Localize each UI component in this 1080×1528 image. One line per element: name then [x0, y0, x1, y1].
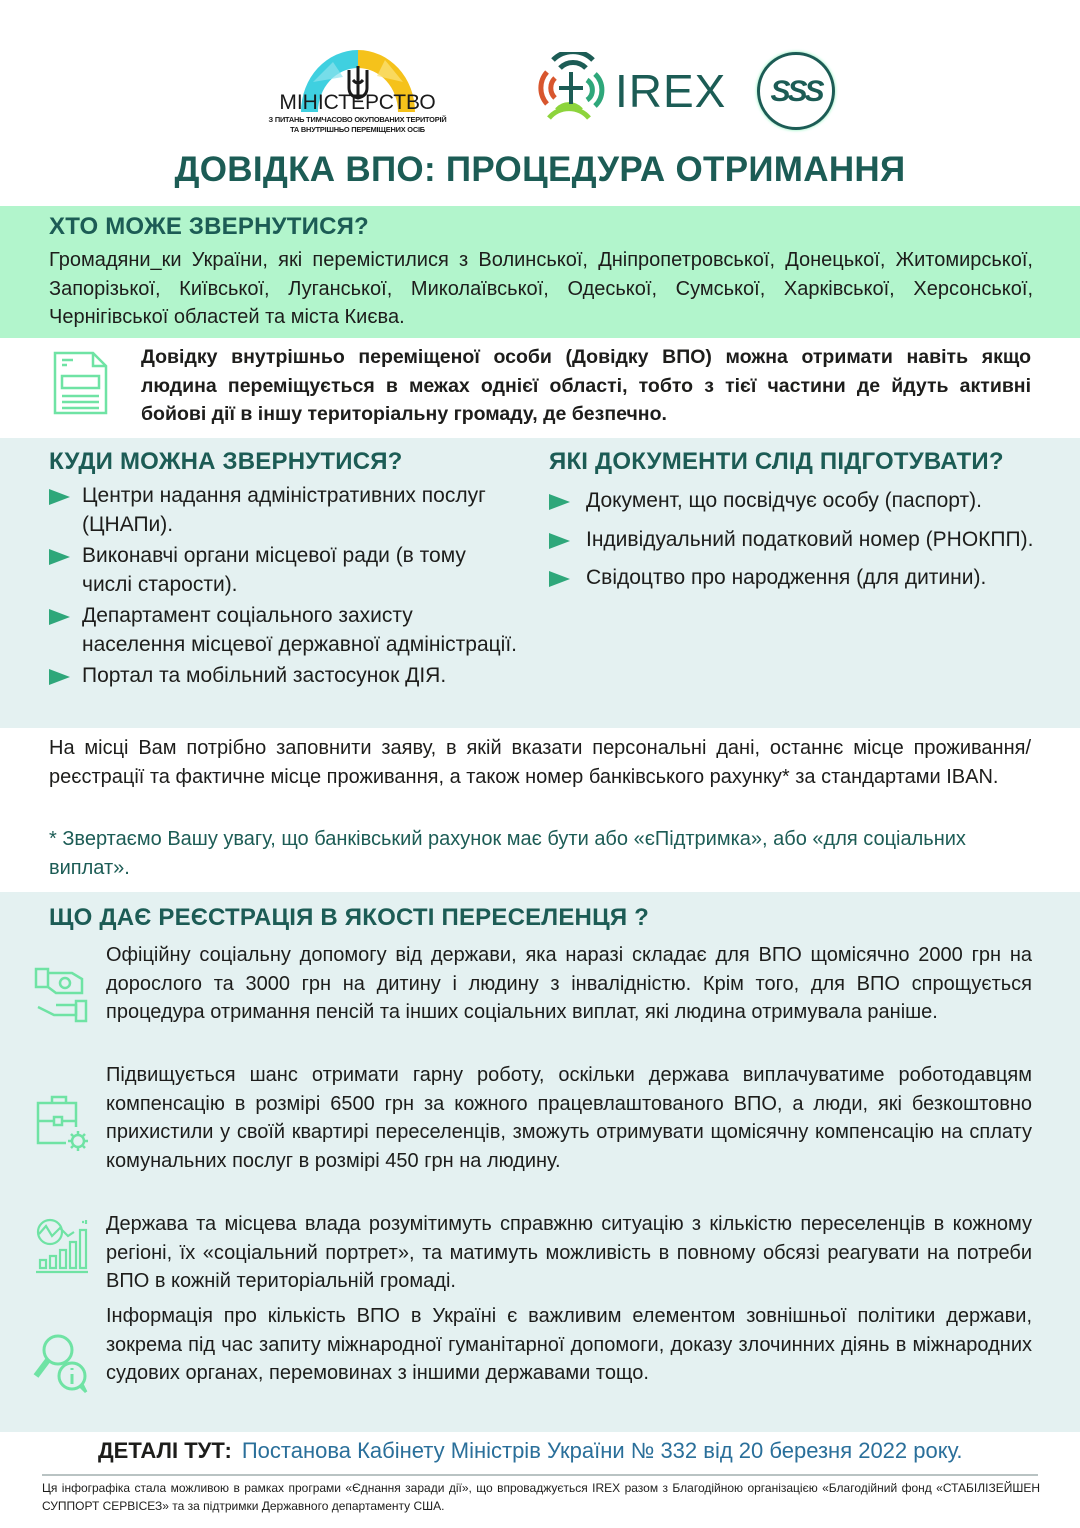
footer-credits: Ця інфографіка стала можливою в рамках програми «Єднання заради дії», що впроваджується IREX разом з Благодійною організацією «Благодійний фонд «СТАБІЛІЗЕЙШЕН СУППОРТ СЕРВІСЕЗ» та за підтримки Державного департаменту США. — [42, 1481, 1040, 1513]
list-item — [549, 487, 1049, 516]
bullet-arrow-icon — [49, 609, 70, 625]
sss-logo — [757, 52, 835, 130]
benefit-text: Інформація про кількість ВПО в Україні є важливим елементом зовнішньої політики держави, зокрема під час запиту міжнародної гуманітарної допомоги, доказу злочинних діянь в міжнародних судових органах, перемовинах з іншими державами тощо. — [106, 1305, 1032, 1384]
application-footnote: * Звертаємо Вашу увагу, що банківський рахунок має бути або «єПідтримка», або «для соціальних виплат». — [49, 828, 966, 879]
who-text: Громадяни_ки України, які перемістилися з Волинської, Дніпропетровської, Донецької, Житомирської, Запорізької, Київської, Луганської, Миколаївської, Одеської, Сумської, Харківської, Херсонської, Чернігівської областей та міста Києва. — [49, 249, 1033, 328]
money-hand-icon — [32, 965, 92, 1029]
bullet-arrow-icon — [49, 549, 70, 565]
list-item-text: Центри надання адміністративних послуг (ЦНАПи). — [82, 484, 486, 536]
list-item — [49, 662, 519, 691]
analytics-chart-icon — [32, 1216, 92, 1280]
benefit-text: Офіційну соціальну допомогу від держави, яка наразі складає для ВПО щомісячно 2000 грн на дорослого та 3000 грн на дитину і людину з інвалідністю. Крім того, для ВПО спрощується процедура отримання пенсій та інших соціальних виплат, які людина отримувала раніше. — [106, 944, 1032, 1023]
details-line — [98, 1438, 963, 1464]
documents-column — [549, 438, 1049, 603]
documents-heading: ЯКІ ДОКУМЕНТИ СЛІД ПІДГОТУВАТИ? — [549, 448, 1004, 475]
footer-section — [0, 1432, 1080, 1528]
search-info-icon — [32, 1330, 92, 1394]
list-item-text: Документ, що посвідчує особу (паспорт). — [586, 489, 982, 512]
ministry-logo — [245, 40, 470, 140]
list-item-text: Департамент соціального захисту населення місцевої державної адміністрації. — [82, 604, 518, 656]
note-text: Довідку внутрішньо переміщеної особи (Довідку ВПО) можна отримати навіть якщо людина переміщується в межах однієї області, тобто з тієї частини де йдуть активні бойові дії в іншу територіальну громаду, де безпечно. — [141, 346, 1031, 425]
where-column — [49, 438, 519, 694]
ministry-subtitle-line2: ТА ВНУТРІШНЬО ПЕРЕМІЩЕНИХ ОСІБ — [290, 125, 425, 134]
list-item-text: Індивідуальний податковий номер (РНОКПП). — [586, 527, 1034, 551]
list-item — [49, 542, 519, 599]
bullet-arrow-icon — [49, 489, 70, 505]
list-item-text: Виконавчі органи місцевої ради (в тому числі старости). — [82, 544, 466, 596]
document-icon — [53, 351, 108, 415]
irex-wordmark: IREX — [615, 65, 727, 117]
details-label: ДЕТАЛІ ТУТ: — [98, 1438, 232, 1463]
where-heading: КУДИ МОЖНА ЗВЕРНУТИСЯ? — [49, 448, 403, 475]
details-link[interactable]: Постанова Кабінету Міністрів України № 332 від 20 березня 2022 року. — [241, 1438, 963, 1463]
who-heading: ХТО МОЖЕ ЗВЕРНУТИСЯ? — [49, 213, 369, 240]
bullet-arrow-icon — [549, 533, 570, 549]
ministry-subtitle-line1: З ПИТАНЬ ТИМЧАСОВО ОКУПОВАНИХ ТЕРИТОРІЙ — [268, 115, 447, 124]
who-section — [0, 206, 1080, 338]
header-logos — [0, 0, 1080, 140]
list-item — [49, 482, 519, 539]
documents-list — [549, 487, 1049, 593]
list-item — [549, 564, 1049, 593]
where-documents-section — [0, 438, 1080, 728]
bullet-arrow-icon — [549, 571, 570, 587]
bullet-arrow-icon — [49, 669, 70, 685]
benefits-section — [0, 892, 1080, 1432]
list-item-text: Свідоцтво про народження (для дитини). — [586, 566, 987, 589]
page-title: ДОВІДКА ВПО: ПРОЦЕДУРА ОТРИМАННЯ — [174, 150, 906, 189]
benefit-text: Підвищується шанс отримати гарну роботу, оскільки держава виплачуватиме роботодавцям компенсацію в розмірі 6500 грн за кожного працевлаштованого ВПО, а люди, які безкоштовно прихистили у своїй квартирі переселенців, зможуть отримувати щомісячну компенсацію на сплату комунальних послуг в розмірі 450 грн на людину. — [106, 1064, 1032, 1172]
footer-divider — [42, 1474, 1038, 1476]
list-item — [49, 602, 519, 659]
sss-wordmark: SSS — [770, 75, 822, 108]
ministry-name: МІНІСТЕРСТВО — [279, 91, 436, 114]
application-text: На місці Вам потрібно заповнити заяву, в якій вказати персональні дані, останнє місце проживання/реєстрації та фактичне місце проживання, а також номер банківського рахунку* за стандартами IBAN. — [49, 737, 1031, 788]
irex-logo — [533, 50, 727, 130]
bullet-arrow-icon — [549, 494, 570, 510]
benefits-heading: ЩО ДАЄ РЕЄСТРАЦІЯ В ЯКОСТІ ПЕРЕСЕЛЕНЦЯ ? — [49, 904, 649, 931]
list-item-text: Портал та мобільний застосунок ДІЯ. — [82, 664, 447, 687]
where-list — [49, 482, 519, 691]
list-item — [549, 526, 1049, 555]
application-section — [0, 728, 1080, 892]
note-section — [0, 338, 1080, 438]
briefcase-gear-icon — [32, 1091, 92, 1155]
benefit-text: Держава та місцева влада розумітимуть справжню ситуацію з кількістю переселенців в кожному регіоні, їх «соціальний портрет», та матимуть можливість в повному обсязі реагувати на потреби ВПО в кожній територіальній громаді. — [106, 1213, 1032, 1292]
irex-waves-icon — [533, 52, 608, 127]
